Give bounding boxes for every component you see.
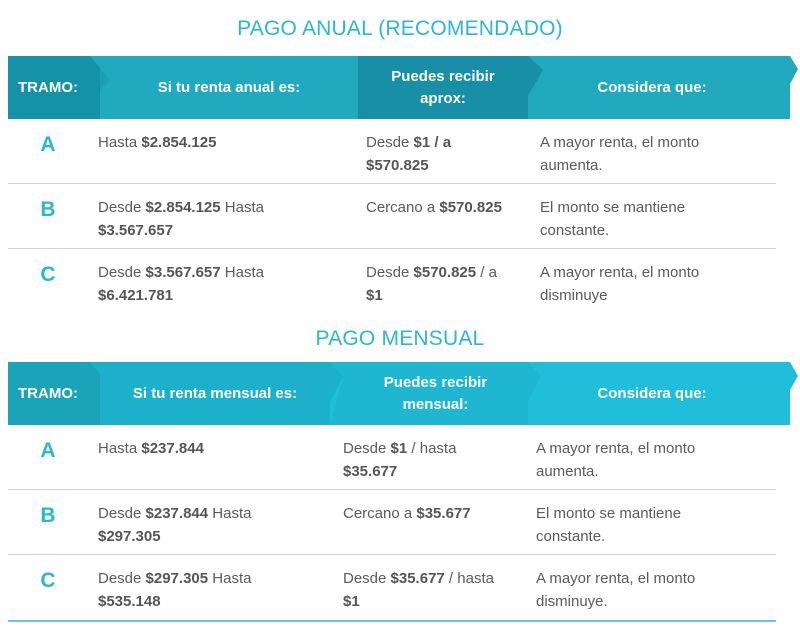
annual-header-tramo: TRAMO:	[18, 78, 78, 96]
table-row	[8, 425, 776, 490]
recibir-cell: Desde $35.677 / hasta $1	[343, 570, 494, 610]
recibir-cell: Cercano a $570.825	[366, 199, 502, 216]
table-row	[8, 555, 776, 619]
monthly-header-considera: Considera que:	[597, 384, 707, 402]
considera-cell: El monto se mantiene constante.	[540, 199, 686, 239]
renta-cell: Desde $2.854.125 Hasta $3.567.657	[98, 199, 264, 239]
monthly-header-recibir: Puedes recibir mensual:	[383, 373, 488, 413]
recibir-cell: Desde $1 / hasta $35.677	[343, 440, 457, 480]
tramo-letter: A	[40, 439, 56, 462]
annual-title: PAGO ANUAL (RECOMENDADO)	[237, 17, 563, 40]
tramo-letter: B	[40, 198, 56, 221]
monthly-header-renta: Si tu renta mensual es:	[132, 384, 298, 402]
renta-cell: Desde $297.305 Hasta $535.148	[98, 570, 252, 610]
renta-cell: Hasta $237.844	[98, 440, 204, 457]
considera-cell: El monto se mantiene constante.	[536, 505, 682, 545]
monthly-title: PAGO MENSUAL	[315, 327, 485, 350]
considera-cell: A mayor renta, el monto aumenta.	[540, 134, 700, 174]
renta-cell: Desde $237.844 Hasta $297.305	[98, 505, 252, 545]
considera-cell: A mayor renta, el monto disminuye	[540, 264, 700, 304]
considera-cell: A mayor renta, el monto aumenta.	[536, 440, 696, 480]
table-row	[8, 119, 776, 184]
table-bottom-divider	[8, 620, 776, 622]
table-row	[8, 490, 776, 555]
tramo-letter: C	[40, 263, 56, 286]
tramo-letter: A	[40, 133, 56, 156]
monthly-header-tramo: TRAMO:	[18, 384, 78, 402]
annual-header-bar	[8, 56, 798, 119]
table-row	[8, 249, 776, 313]
renta-cell: Hasta $2.854.125	[98, 134, 217, 151]
monthly-header-bar	[8, 362, 798, 425]
tramo-letter: C	[40, 569, 56, 592]
recibir-cell: Cercano a $35.677	[343, 505, 471, 522]
annual-header-considera: Considera que:	[597, 78, 707, 96]
annual-header-recibir: Puedes recibir aprox:	[391, 67, 495, 107]
table-row	[8, 184, 776, 249]
recibir-cell: Desde $1 / a $570.825	[366, 134, 452, 174]
recibir-cell: Desde $570.825 / a $1	[366, 264, 497, 304]
annual-header-renta: Si tu renta anual es:	[157, 78, 301, 96]
tramo-letter: B	[40, 504, 56, 527]
renta-cell: Desde $3.567.657 Hasta $6.421.781	[98, 264, 264, 304]
considera-cell: A mayor renta, el monto disminuye.	[536, 570, 696, 610]
